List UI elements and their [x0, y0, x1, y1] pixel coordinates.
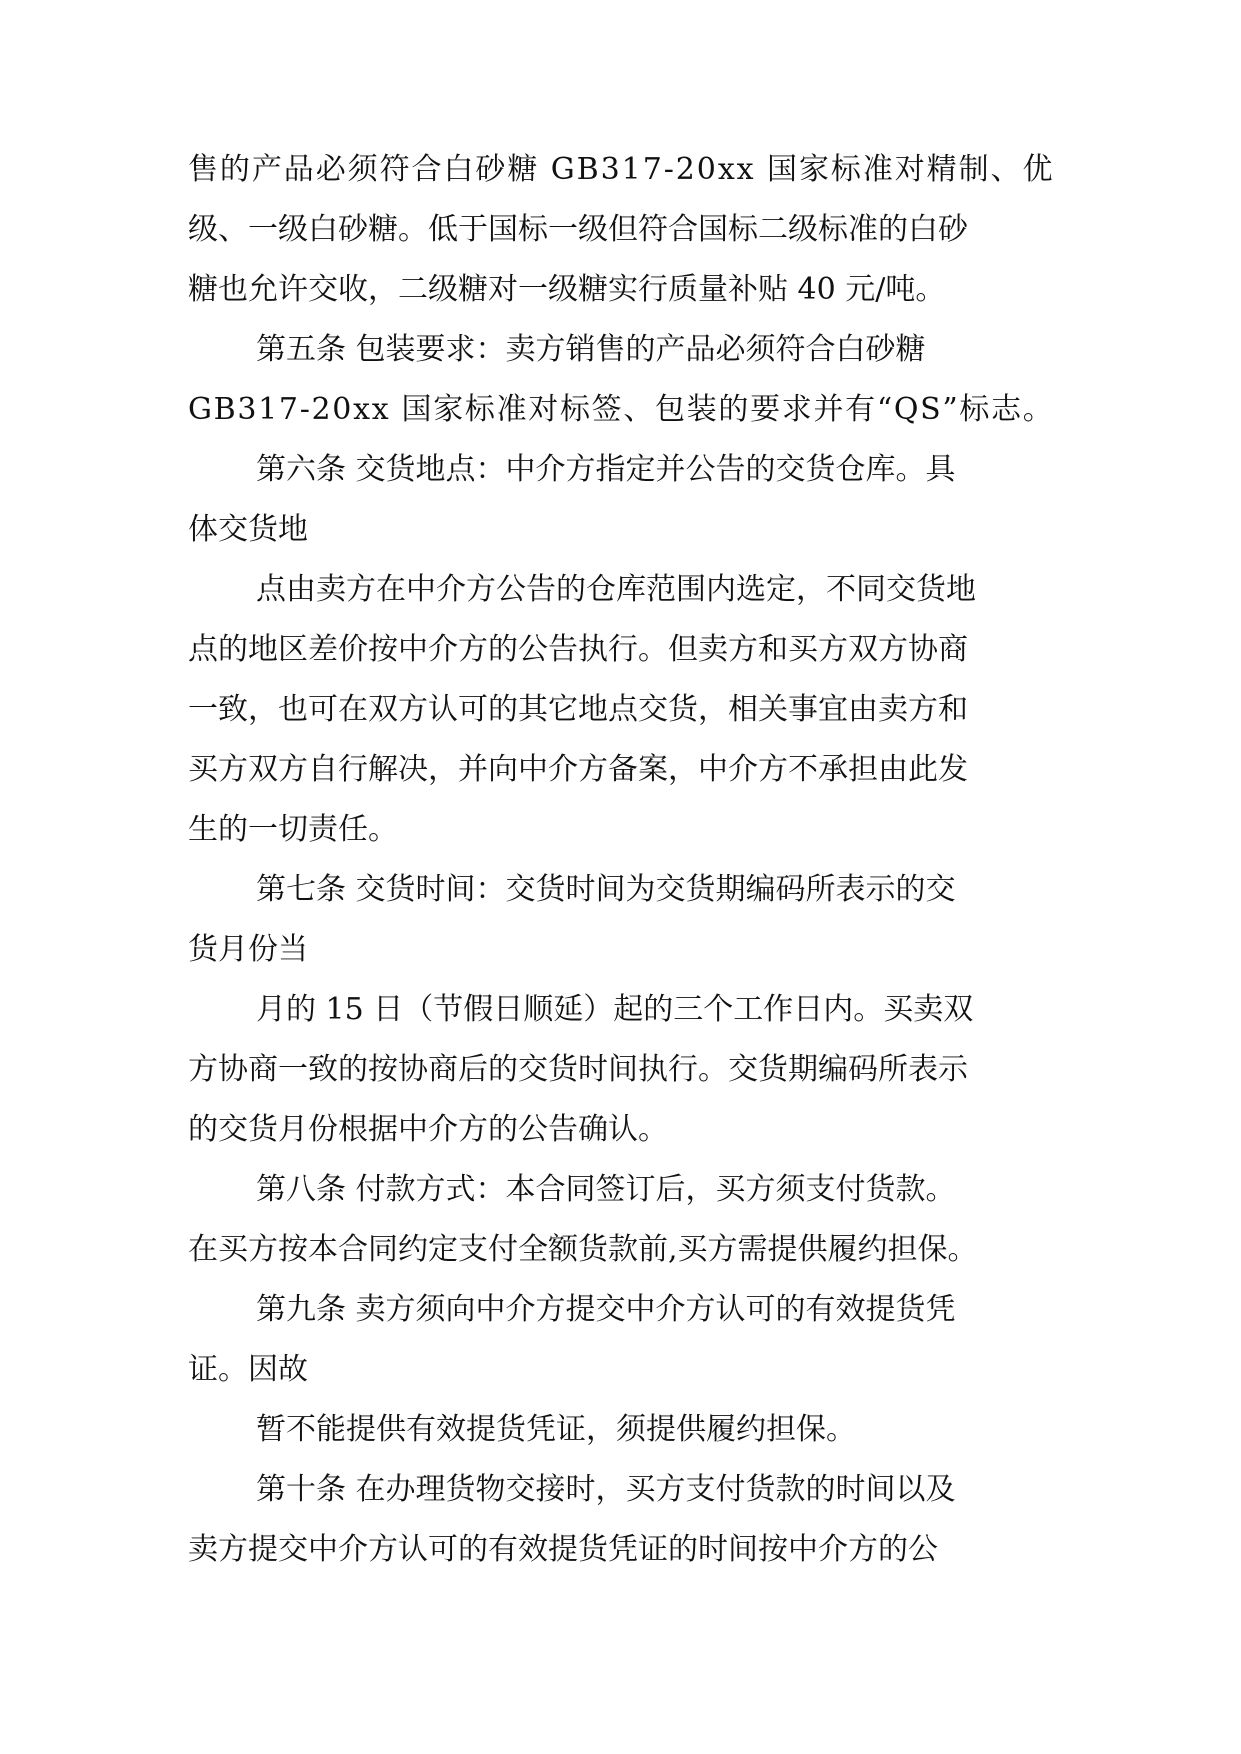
text-line-12: 生的一切责任。	[188, 812, 398, 847]
text-line-21: 证。因故	[188, 1352, 308, 1387]
text-line-14: 货月份当	[188, 932, 308, 967]
text-line-19: 在买方按本合同约定支付全额货款前,买方需提供履约担保。	[188, 1232, 978, 1267]
article-10-heading-line: 第十条 在办理货物交接时，买方支付货款的时间以及	[256, 1472, 956, 1507]
text-line-2: 级、一级白砂糖。低于国标一级但符合国标二级标准的白砂	[188, 212, 968, 247]
text-line-24: 卖方提交中介方认可的有效提货凭证的时间按中介方的公	[188, 1532, 938, 1567]
text-line-5: GB317-20xx 国家标准对标签、包装的要求并有“QS”标志。	[188, 392, 1055, 427]
text-line-3: 糖也允许交收，二级糖对一级糖实行质量补贴 40 元/吨。	[188, 272, 946, 307]
text-line-11: 买方双方自行解决，并向中介方备案，中介方不承担由此发	[188, 752, 968, 787]
text-line-7: 体交货地	[188, 512, 308, 547]
article-7-heading-line: 第七条 交货时间：交货时间为交货期编码所表示的交	[256, 872, 956, 907]
article-6-heading-line: 第六条 交货地点：中介方指定并公告的交货仓库。具	[256, 452, 956, 487]
text-line-9: 点的地区差价按中介方的公告执行。但卖方和买方双方协商	[188, 632, 968, 667]
text-line-15: 月的 15 日（节假日顺延）起的三个工作日内。买卖双	[256, 992, 974, 1027]
text-line-10: 一致，也可在双方认可的其它地点交货，相关事宜由卖方和	[188, 692, 968, 727]
text-line-17: 的交货月份根据中介方的公告确认。	[188, 1112, 668, 1147]
article-8-heading-line: 第八条 付款方式：本合同签订后，买方须支付货款。	[256, 1172, 956, 1207]
text-line-16: 方协商一致的按协商后的交货时间执行。交货期编码所表示	[188, 1052, 968, 1087]
text-line-1: 售的产品必须符合白砂糖 GB317-20xx 国家标准对精制、优	[188, 152, 1055, 187]
text-line-22: 暂不能提供有效提货凭证，须提供履约担保。	[256, 1412, 856, 1447]
article-5-heading-line: 第五条 包装要求：卖方销售的产品必须符合白砂糖	[256, 332, 926, 367]
text-line-8: 点由卖方在中介方公告的仓库范围内选定，不同交货地	[256, 572, 976, 607]
article-9-heading-line: 第九条 卖方须向中介方提交中介方认可的有效提货凭	[256, 1292, 956, 1327]
